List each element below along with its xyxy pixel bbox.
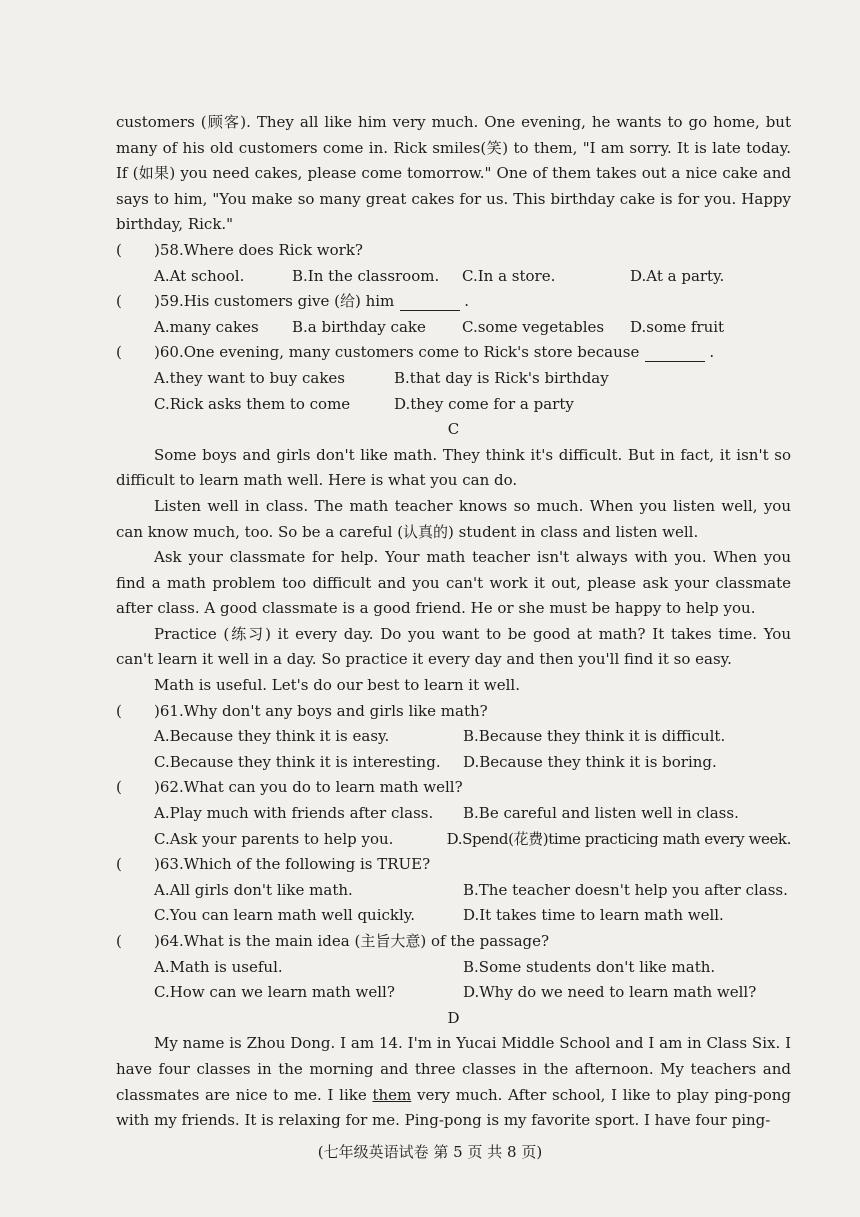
answer-bracket[interactable]: (: [116, 240, 122, 259]
page-content: [116, 110, 791, 1134]
option-b: B.that day is Rick's birthday: [394, 368, 609, 387]
option-c: C.How can we learn math well?: [154, 983, 395, 1002]
passage-d-paragraph: My name is Zhou Dong. I am 14. I'm in Yucai Middle School and I am in Class Six. I have four classes in the morning and three classes in the afternoon. My teachers and classmates are nice to me. I like them very much. After school, I like to play ping-pong with my friends. It is relaxing for me. Ping-pong is my favorite sport. I have four ping-: [116, 1034, 791, 1130]
question-63-options-2: [116, 903, 791, 929]
option-d: D.they come for a party: [394, 394, 574, 413]
page-footer: (七年级英语试卷 第 5 页 共 8 页): [317, 1143, 543, 1161]
option-b: B.Some students don't like math.: [463, 957, 716, 976]
question-59-stem: )59.His customers give (给) him .: [154, 292, 470, 311]
passage-c-paragraph: Practice (练习) it every day. Do you want to be good at math? It takes time. You can't learn it well in a day. So practice it every day and then you'll find it so easy.: [116, 624, 791, 669]
option-d: D.Why do we need to learn math well?: [463, 983, 757, 1002]
question-63: [116, 852, 791, 878]
option-a: A.Math is useful.: [154, 957, 283, 976]
passage-c-paragraph: Ask your classmate for help. Your math teacher isn't always with you. When you find a math problem too difficult and you can't work it out, please ask your classmate after class. A good classmate is a good friend. He or she must be happy to help you.: [116, 548, 791, 618]
question-64: [116, 929, 791, 955]
option-c: C.Because they think it is interesting.: [154, 752, 441, 771]
option-b: B.a birthday cake: [292, 317, 426, 336]
question-59-options: [116, 315, 791, 341]
question-64-options-1: [116, 955, 791, 981]
question-62-stem: )62.What can you do to learn math well?: [154, 778, 463, 797]
option-d: D.It takes time to learn math well.: [463, 906, 724, 925]
option-c: C.In a store.: [462, 266, 556, 285]
passage-b-ending: customers (顾客). They all like him very much. One evening, he wants to go home, but many of his old customers come in. Rick smiles(笑) to them, "I am sorry. It is late today. If (如果) you need cakes, please come tomorrow." One of them takes out a nice cake and says to him, "You make so many great cakes for us. This birthday cake is for you. Happy birthday, Rick.": [116, 113, 791, 234]
option-a: A.Play much with friends after class.: [154, 804, 434, 823]
option-b: B.The teacher doesn't help you after class.: [463, 880, 788, 899]
question-60-options-1: [116, 366, 791, 392]
passage-c-paragraph: Math is useful. Let's do our best to learn it well.: [154, 676, 520, 695]
question-58-options: [116, 264, 791, 290]
option-d: D.At a party.: [630, 266, 725, 285]
option-c: C.Rick asks them to come: [154, 394, 351, 413]
answer-blank[interactable]: [400, 310, 460, 311]
question-60-stem: )60.One evening, many customers come to Rick's store because .: [154, 343, 715, 362]
option-a: A.All girls don't like math.: [154, 880, 353, 899]
option-b: B.Be careful and listen well in class.: [463, 804, 739, 823]
question-58-stem: )58.Where does Rick work?: [154, 240, 363, 259]
answer-bracket[interactable]: (: [116, 701, 122, 720]
option-c: C.some vegetables: [462, 317, 605, 336]
question-60-options-2: [116, 392, 791, 418]
answer-blank[interactable]: [645, 361, 705, 362]
option-a: A.At school.: [154, 266, 245, 285]
passage-c-paragraph: Some boys and girls don't like math. They think it's difficult. But in fact, it isn't so difficult to learn math well. Here is what you can do.: [116, 445, 791, 490]
option-d: D.some fruit: [630, 317, 725, 336]
question-62-options-1: [116, 801, 791, 827]
question-61-options-1: [116, 724, 791, 750]
option-a: A.many cakes: [154, 317, 259, 336]
option-d: D.Because they think it is boring.: [463, 752, 717, 771]
section-c-heading: C: [447, 420, 460, 439]
question-61: [116, 699, 791, 725]
question-62-options-2: [116, 827, 791, 853]
question-58: [116, 238, 791, 264]
option-d: D.Spend(花费)time practicing math every week.: [446, 829, 791, 848]
underlined-word: them: [372, 1085, 412, 1104]
option-b: B.Because they think it is difficult.: [463, 727, 726, 746]
answer-bracket[interactable]: (: [116, 855, 122, 874]
option-a: A.they want to buy cakes: [154, 368, 345, 387]
question-59: [116, 289, 791, 315]
option-c: C.Ask your parents to help you.: [154, 829, 394, 848]
answer-bracket[interactable]: (: [116, 932, 122, 950]
option-c: C.You can learn math well quickly.: [154, 906, 416, 925]
answer-bracket[interactable]: (: [116, 343, 122, 362]
option-a: A.Because they think it is easy.: [154, 727, 390, 746]
question-60: [116, 340, 791, 366]
option-b: B.In the classroom.: [292, 266, 440, 285]
question-64-stem: )64.What is the main idea (主旨大意) of the passage?: [154, 932, 550, 950]
question-64-options-2: [116, 980, 791, 1006]
question-61-options-2: [116, 750, 791, 776]
section-d-heading: D: [447, 1008, 460, 1027]
question-63-options-1: [116, 878, 791, 904]
question-62: [116, 775, 791, 801]
answer-bracket[interactable]: (: [116, 292, 122, 311]
passage-c-paragraph: Listen well in class. The math teacher knows so much. When you listen well, you can know much, too. So be a careful (认真的) student in class and listen well.: [116, 496, 791, 541]
question-61-stem: )61.Why don't any boys and girls like math?: [154, 701, 488, 720]
answer-bracket[interactable]: (: [116, 778, 122, 797]
question-63-stem: )63.Which of the following is TRUE?: [154, 855, 431, 874]
